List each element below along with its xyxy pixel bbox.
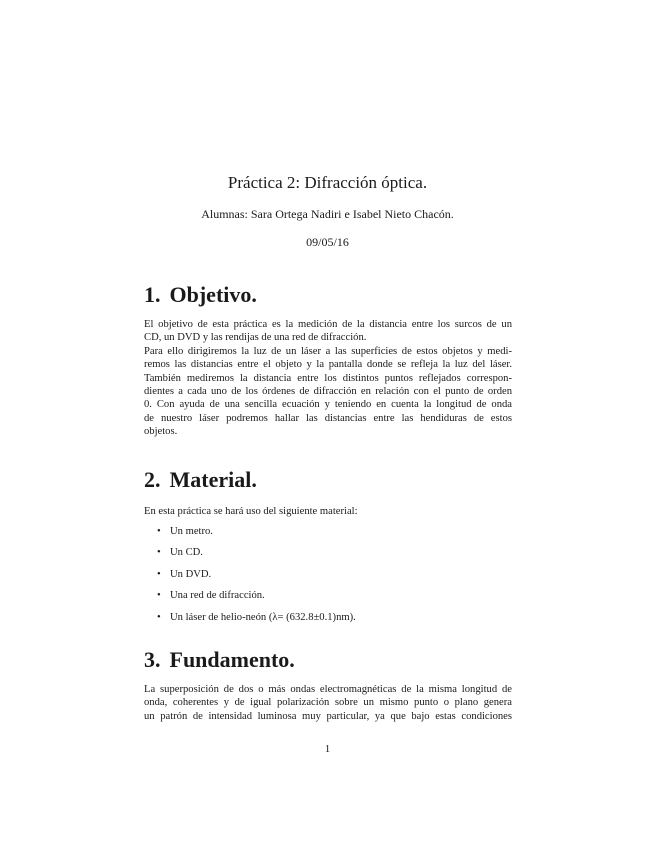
list-item	[157, 526, 213, 537]
list-item	[157, 547, 203, 558]
section-title: Objetivo.	[169, 282, 257, 307]
section-number: 3.	[144, 647, 161, 672]
bullet-icon: •	[157, 590, 161, 601]
section-title: Material.	[169, 467, 257, 492]
text-line: un patrón de intensidad luminosa muy particular, ya que bajo estas condiciones	[144, 710, 512, 722]
text-line: remos las distancias entre el objeto y la pantalla donde se refleja la luz del láser.	[144, 359, 512, 371]
list-item-text: Un metro.	[170, 526, 213, 537]
text-line: de nuestro láser podremos hallar las distancias entre las hendiduras de estos	[144, 412, 512, 424]
list-item-text: Un CD.	[170, 547, 203, 558]
section-heading-material	[144, 467, 257, 493]
section-heading-objetivo	[144, 282, 257, 308]
section-title: Fundamento.	[169, 647, 295, 672]
document-authors: Alumnas: Sara Ortega Nadiri e Isabel Nieto Chacón.	[201, 207, 454, 221]
fundamento-paragraph	[144, 683, 512, 723]
text-line: objetos.	[144, 426, 178, 438]
list-item-text: Un láser de helio-neón (λ= (632.8±0.1)nm).	[170, 612, 356, 623]
document-title: Práctica 2: Difracción óptica.	[227, 173, 428, 192]
bullet-icon: •	[157, 547, 161, 558]
list-item	[157, 612, 356, 623]
text-line: También mediremos la distancia entre los distintos puntos reflejados correspon-	[144, 372, 512, 384]
section-number: 2.	[144, 467, 161, 492]
list-item	[157, 569, 211, 580]
section-heading-fundamento	[144, 647, 295, 673]
list-item-text: Una red de difracción.	[170, 590, 265, 601]
text-line: dientes a cada uno de los órdenes de difracción en relación con el punto de orden	[144, 385, 512, 397]
objetivo-paragraph	[144, 318, 512, 439]
text-line: 0. Con ayuda de una sencilla ecuación y teniendo en cuenta la longitud de onda	[144, 399, 512, 411]
text-line: onda, coherentes y de igual polarización sobre un mismo punto o plano genera	[144, 697, 512, 709]
text-line: Para ello dirigiremos la luz de un láser a las superficies de estos objetos y medi-	[144, 345, 512, 357]
material-intro	[144, 505, 512, 518]
text-line: CD, un DVD y las rendijas de una red de difracción.	[144, 332, 367, 344]
section-number: 1.	[144, 282, 161, 307]
text-line: En esta práctica se hará uso del siguiente material:	[144, 506, 358, 517]
bullet-icon: •	[157, 612, 161, 623]
document-date: 09/05/16	[306, 235, 349, 249]
list-item-text: Un DVD.	[170, 569, 212, 580]
text-line: El objetivo de esta práctica es la medición de la distancia entre los surcos de un	[144, 319, 512, 330]
bullet-icon: •	[157, 526, 161, 537]
text-line: La superposición de dos o más ondas electromagnéticas de la misma longitud de	[144, 684, 512, 695]
bullet-icon: •	[157, 569, 161, 580]
list-item	[157, 590, 265, 601]
page-number: 1	[324, 743, 331, 755]
